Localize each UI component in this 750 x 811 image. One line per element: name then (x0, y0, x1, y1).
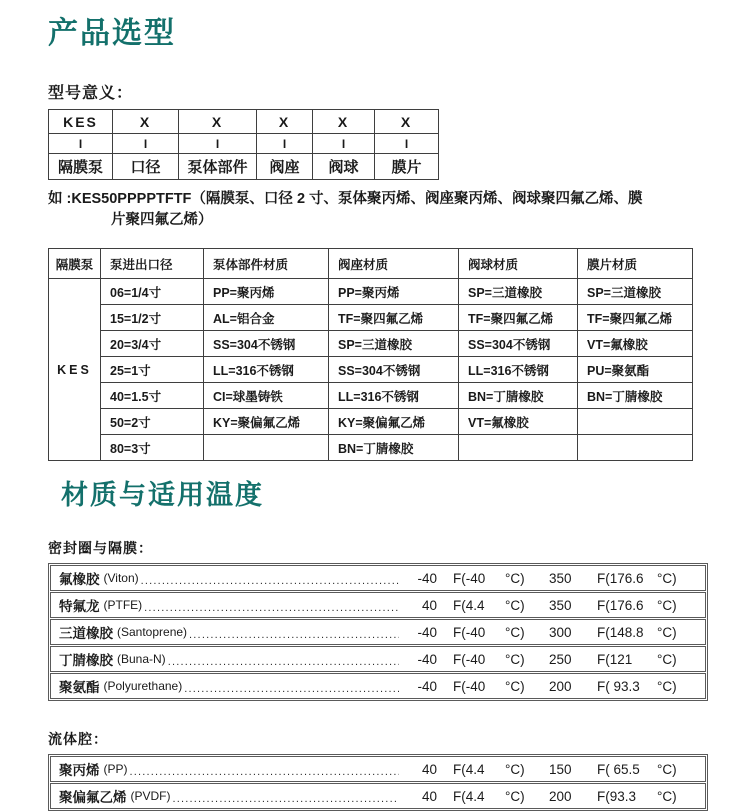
min-temp-f: 40 (421, 788, 437, 804)
table-row (49, 435, 693, 461)
min-temp-f: -40 (417, 651, 437, 667)
diaphragm-material-cell: BN=丁腈橡胶 (578, 383, 693, 409)
max-temp-f: 200 (549, 678, 572, 694)
max-temp-unit: °C) (657, 651, 677, 667)
dot-leader (184, 683, 399, 697)
max-temp-unit: °C) (657, 597, 677, 613)
model-example (48, 189, 750, 231)
max-temp-c: F( 93.3 (597, 678, 640, 694)
temp-row (50, 756, 706, 782)
port-size-cell: 80=3寸 (101, 435, 204, 461)
dot-leader (189, 629, 399, 643)
min-temp-unit: °C) (505, 761, 525, 777)
body-material-cell: CI=球墨铸铁 (204, 383, 329, 409)
selection-header-seat-material: 阀座材质 (329, 249, 459, 279)
model-name-row (49, 154, 439, 180)
model-name-cell: 阀球 (313, 154, 375, 180)
model-name-cell: 隔膜泵 (49, 154, 113, 180)
ball-material-cell: VT=氟橡胶 (459, 409, 578, 435)
max-temp-unit: °C) (657, 624, 677, 640)
port-size-cell: 20=3/4寸 (101, 331, 204, 357)
seat-material-cell: PP=聚丙烯 (329, 279, 459, 305)
dot-leader (173, 793, 400, 807)
min-temp-c: F(4.4 (453, 761, 485, 777)
body-material-cell: LL=316不锈钢 (204, 357, 329, 383)
body-material-cell (204, 435, 329, 461)
max-temp-unit: °C) (657, 761, 677, 777)
series-code-cell: KES (49, 279, 101, 461)
ball-material-cell: TF=聚四氟乙烯 (459, 305, 578, 331)
seat-material-cell: KY=聚偏氟乙烯 (329, 409, 459, 435)
max-temp-f: 350 (549, 597, 572, 613)
body-material-cell: KY=聚偏氟乙烯 (204, 409, 329, 435)
model-name-cell: 泵体部件 (179, 154, 257, 180)
temp-row (50, 646, 706, 672)
max-temp-c: F(176.6 (597, 570, 644, 586)
min-temp-c: F(-40 (453, 570, 486, 586)
selection-header-diaphragm-material: 膜片材质 (578, 249, 693, 279)
seat-material-cell: SS=304不锈钢 (329, 357, 459, 383)
material-name-en: (Santoprene) (117, 625, 188, 639)
material-name-en: (PVDF) (130, 789, 171, 803)
min-temp-f: -40 (417, 624, 437, 640)
material-name-en: (Polyurethane) (103, 679, 183, 693)
temp-row (50, 619, 706, 645)
model-mark-cell: I (113, 134, 179, 154)
max-temp-c: F(93.3 (597, 788, 637, 804)
max-temp-f: 350 (549, 570, 572, 586)
min-temp-unit: °C) (505, 788, 525, 804)
port-size-cell: 15=1/2寸 (101, 305, 204, 331)
max-temp-unit: °C) (657, 678, 677, 694)
table-row (49, 305, 693, 331)
model-example-line2: 片聚四氟乙烯） (111, 212, 213, 228)
max-temp-c: F( 65.5 (597, 761, 640, 777)
diaphragm-material-cell: PU=聚氨酯 (578, 357, 693, 383)
material-name-en: (PTFE) (103, 598, 143, 612)
port-size-cell: 25=1寸 (101, 357, 204, 383)
max-temp-f: 300 (549, 624, 572, 640)
max-temp-f: 150 (549, 761, 572, 777)
material-name-en: (PP) (103, 762, 128, 776)
table-row (49, 279, 693, 305)
model-code-cell: X (179, 110, 257, 134)
model-name-cell: 阀座 (257, 154, 313, 180)
model-mark-cell: I (257, 134, 313, 154)
min-temp-unit: °C) (505, 651, 525, 667)
max-temp-f: 200 (549, 788, 572, 804)
min-temp-c: F(-40 (453, 651, 486, 667)
model-code-cell: X (113, 110, 179, 134)
material-name-cn: 氟橡胶 (59, 572, 100, 587)
model-mark-cell: I (49, 134, 113, 154)
table-row (49, 331, 693, 357)
min-temp-unit: °C) (505, 624, 525, 640)
port-size-cell: 06=1/4寸 (101, 279, 204, 305)
model-mark-cell: I (313, 134, 375, 154)
material-name-cn: 特氟龙 (59, 599, 100, 614)
max-temp-unit: °C) (657, 570, 677, 586)
material-name-en: (Buna-N) (117, 652, 166, 666)
seat-material-cell: BN=丁腈橡胶 (329, 435, 459, 461)
dot-leader (130, 766, 400, 780)
min-temp-f: -40 (417, 678, 437, 694)
min-temp-c: F(-40 (453, 678, 486, 694)
model-meaning-label: 型号意义： (48, 85, 134, 102)
model-code-cell: X (375, 110, 439, 134)
model-code-cell: KES (49, 110, 113, 134)
min-temp-unit: °C) (505, 570, 525, 586)
min-temp-f: -40 (417, 570, 437, 586)
selection-header-body-material: 泵体部件材质 (204, 249, 329, 279)
min-temp-c: F(4.4 (453, 597, 485, 613)
diaphragm-material-cell: SP=三道橡胶 (578, 279, 693, 305)
model-name-cell: 口径 (113, 154, 179, 180)
material-name-cn: 聚丙烯 (59, 763, 100, 778)
material-name-cn: 聚偏氟乙烯 (59, 790, 127, 805)
selection-header-ball-material: 阀球材质 (459, 249, 578, 279)
material-selection-table (48, 248, 693, 461)
max-temp-c: F(121 (597, 651, 633, 667)
ball-material-cell: SP=三道橡胶 (459, 279, 578, 305)
model-example-line1: 如 :KES50PPPPTFTF（隔膜泵、口径 2 寸、泵体聚丙烯、阀座聚丙烯、阀球聚四氟乙烯、膜 (48, 191, 643, 207)
ball-material-cell: LL=316不锈钢 (459, 357, 578, 383)
temp-row (50, 673, 706, 699)
port-size-cell: 50=2寸 (101, 409, 204, 435)
max-temp-c: F(176.6 (597, 597, 644, 613)
ball-material-cell: BN=丁腈橡胶 (459, 383, 578, 409)
model-code-cell: X (257, 110, 313, 134)
table-row (49, 383, 693, 409)
min-temp-unit: °C) (505, 678, 525, 694)
max-temp-c: F(148.8 (597, 624, 644, 640)
table-row (49, 357, 693, 383)
model-code-row (49, 110, 439, 134)
max-temp-unit: °C) (657, 788, 677, 804)
fluid-chamber-label: 流体腔： (48, 731, 108, 747)
model-code-cell: X (313, 110, 375, 134)
body-material-cell: SS=304不锈钢 (204, 331, 329, 357)
model-meaning-table (48, 109, 439, 180)
dot-leader (168, 656, 399, 670)
seal-temperature-table (48, 563, 708, 701)
material-name-cn: 三道橡胶 (59, 626, 113, 641)
page-title: 产品选型 (48, 17, 176, 50)
selection-header-port-size: 泵进出口径 (101, 249, 204, 279)
model-mark-cell: I (375, 134, 439, 154)
selection-header-pump: 隔膜泵 (49, 249, 101, 279)
table-row (49, 409, 693, 435)
body-material-cell: AL=铝合金 (204, 305, 329, 331)
material-name-cn: 聚氨酯 (59, 680, 100, 695)
diaphragm-material-cell (578, 435, 693, 461)
model-mark-row (49, 134, 439, 154)
temp-row (50, 565, 706, 591)
temp-row (50, 783, 706, 809)
ball-material-cell (459, 435, 578, 461)
diaphragm-material-cell: TF=聚四氟乙烯 (578, 305, 693, 331)
diaphragm-material-cell: VT=氟橡胶 (578, 331, 693, 357)
section-title-materials-temperature: 材质与适用温度 (61, 480, 264, 510)
dot-leader (141, 575, 399, 589)
seat-material-cell: LL=316不锈钢 (329, 383, 459, 409)
min-temp-c: F(-40 (453, 624, 486, 640)
ball-material-cell: SS=304不锈钢 (459, 331, 578, 357)
seat-material-cell: TF=聚四氟乙烯 (329, 305, 459, 331)
model-mark-cell: I (179, 134, 257, 154)
seat-material-cell: SP=三道橡胶 (329, 331, 459, 357)
port-size-cell: 40=1.5寸 (101, 383, 204, 409)
dot-leader (144, 602, 399, 616)
selection-header-row (49, 249, 693, 279)
diaphragm-material-cell (578, 409, 693, 435)
min-temp-f: 40 (421, 761, 437, 777)
body-material-cell: PP=聚丙烯 (204, 279, 329, 305)
temp-row (50, 592, 706, 618)
min-temp-unit: °C) (505, 597, 525, 613)
min-temp-c: F(4.4 (453, 788, 485, 804)
fluid-temperature-table (48, 754, 708, 811)
material-name-cn: 丁腈橡胶 (59, 653, 113, 668)
seal-diaphragm-label: 密封圈与隔膜： (48, 540, 153, 556)
material-name-en: (Viton) (103, 571, 139, 585)
max-temp-f: 250 (549, 651, 572, 667)
model-name-cell: 膜片 (375, 154, 439, 180)
min-temp-f: 40 (421, 597, 437, 613)
